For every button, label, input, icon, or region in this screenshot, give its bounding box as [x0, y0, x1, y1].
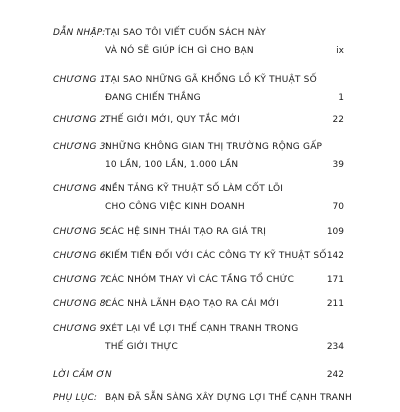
entry-label: DẪN NHẬP: [53, 28, 106, 38]
entry-title-line: VÀ NÓ SẼ GIÚP ÍCH GÌ CHO BẠN [105, 46, 254, 56]
entry-title-line: BẠN ĐÃ SẴN SÀNG XÂY DỰNG LỢI THẾ CẠNH TRANH [105, 393, 353, 403]
entry-label: CHƯƠNG 8: [53, 299, 109, 309]
entry-title [105, 250, 335, 268]
entry-label: CHƯƠNG 4: [53, 184, 109, 194]
entry-label: CHƯƠNG 5: [53, 227, 109, 237]
entry-page-number: ix [336, 46, 344, 56]
entry-title-line: CÁC NHÓM THAY VÌ CÁC TẦNG TỔ CHỨC [105, 275, 295, 285]
entry-label: LỜI CẢM ƠN [53, 370, 112, 380]
entry-label: CHƯƠNG 3: [53, 142, 109, 152]
entry-title [105, 274, 335, 292]
toc-entry-introduction[interactable] [0, 27, 400, 67]
entry-title [105, 141, 335, 177]
entry-label: CHƯƠNG 9: [53, 324, 109, 334]
entry-label: CHƯƠNG 6: [53, 251, 109, 261]
entry-title [105, 226, 335, 244]
entry-title-line: CÁC HỆ SINH THÁI TẠO RA GIÁ TRỊ [105, 227, 267, 237]
toc-entry-appendix[interactable] [0, 392, 400, 412]
entry-title-line: 10 LẦN, 100 LẦN, 1.000 LẦN [105, 160, 239, 170]
entry-title [105, 298, 335, 316]
entry-title [105, 74, 335, 110]
entry-label: CHƯƠNG 1: [53, 75, 109, 85]
entry-title-line: KIẾM TIỀN ĐỐI VỚI CÁC CÔNG TY KỸ THUẬT SỐ [105, 251, 327, 261]
entry-page-number: 211 [326, 299, 344, 309]
entry-title-line: NHỮNG KHÔNG GIAN THỊ TRƯỜNG RỘNG GẤP [105, 142, 323, 152]
toc-entry-chapter-8[interactable] [0, 298, 400, 318]
entry-title [105, 323, 335, 359]
entry-page-number: 70 [332, 202, 344, 212]
entry-title-line: TẠI SAO NHỮNG GÃ KHỔNG LỒ KỸ THUẬT SỐ [105, 75, 317, 85]
toc-entry-chapter-7[interactable] [0, 274, 400, 294]
entry-title [105, 392, 353, 410]
entry-label: PHỤ LỤC: [53, 393, 98, 403]
entry-title-line: NỀN TẢNG KỸ THUẬT SỐ LÀM CỐT LÕI [105, 184, 284, 194]
entry-page-number: 171 [326, 275, 344, 285]
entry-title-line: THẾ GIỚI MỚI, QUY TẮC MỚI [105, 115, 240, 125]
entry-title-line: CÁC NHÀ LÃNH ĐẠO TẠO RA CÁI MỚI [105, 299, 280, 309]
entry-title-line: THẾ GIỚI THỰC [105, 342, 179, 352]
entry-title [105, 114, 335, 132]
toc-entry-chapter-5[interactable] [0, 226, 400, 246]
toc-entry-chapter-9[interactable] [0, 323, 400, 363]
entry-page-number: 39 [332, 160, 344, 170]
entry-page-number: 234 [326, 342, 344, 352]
entry-title [105, 183, 335, 219]
toc-entry-chapter-1[interactable] [0, 74, 400, 114]
entry-label: CHƯƠNG 7: [53, 275, 109, 285]
entry-page-number: 22 [332, 115, 344, 125]
toc-entry-chapter-4[interactable] [0, 183, 400, 223]
entry-page-number: 242 [326, 370, 344, 380]
entry-title [105, 27, 335, 63]
entry-page-number: 109 [326, 227, 344, 237]
toc-entry-chapter-6[interactable] [0, 250, 400, 270]
entry-title-line: XÉT LẠI VỀ LỢI THẾ CẠNH TRANH TRONG [105, 324, 299, 334]
toc-entry-acknowledgements[interactable] [0, 369, 400, 389]
entry-label: CHƯƠNG 2: [53, 115, 109, 125]
toc-entry-chapter-2[interactable] [0, 114, 400, 134]
entry-title-line: TẠI SAO TÔI VIẾT CUỐN SÁCH NÀY [105, 28, 266, 38]
entry-page-number: 142 [326, 251, 344, 261]
entry-title-line: ĐANG CHIẾN THẮNG [105, 93, 201, 103]
entry-title-line: CHO CÔNG VIỆC KINH DOANH [105, 202, 245, 212]
toc-entry-chapter-3[interactable] [0, 141, 400, 181]
entry-page-number: 1 [338, 93, 344, 103]
